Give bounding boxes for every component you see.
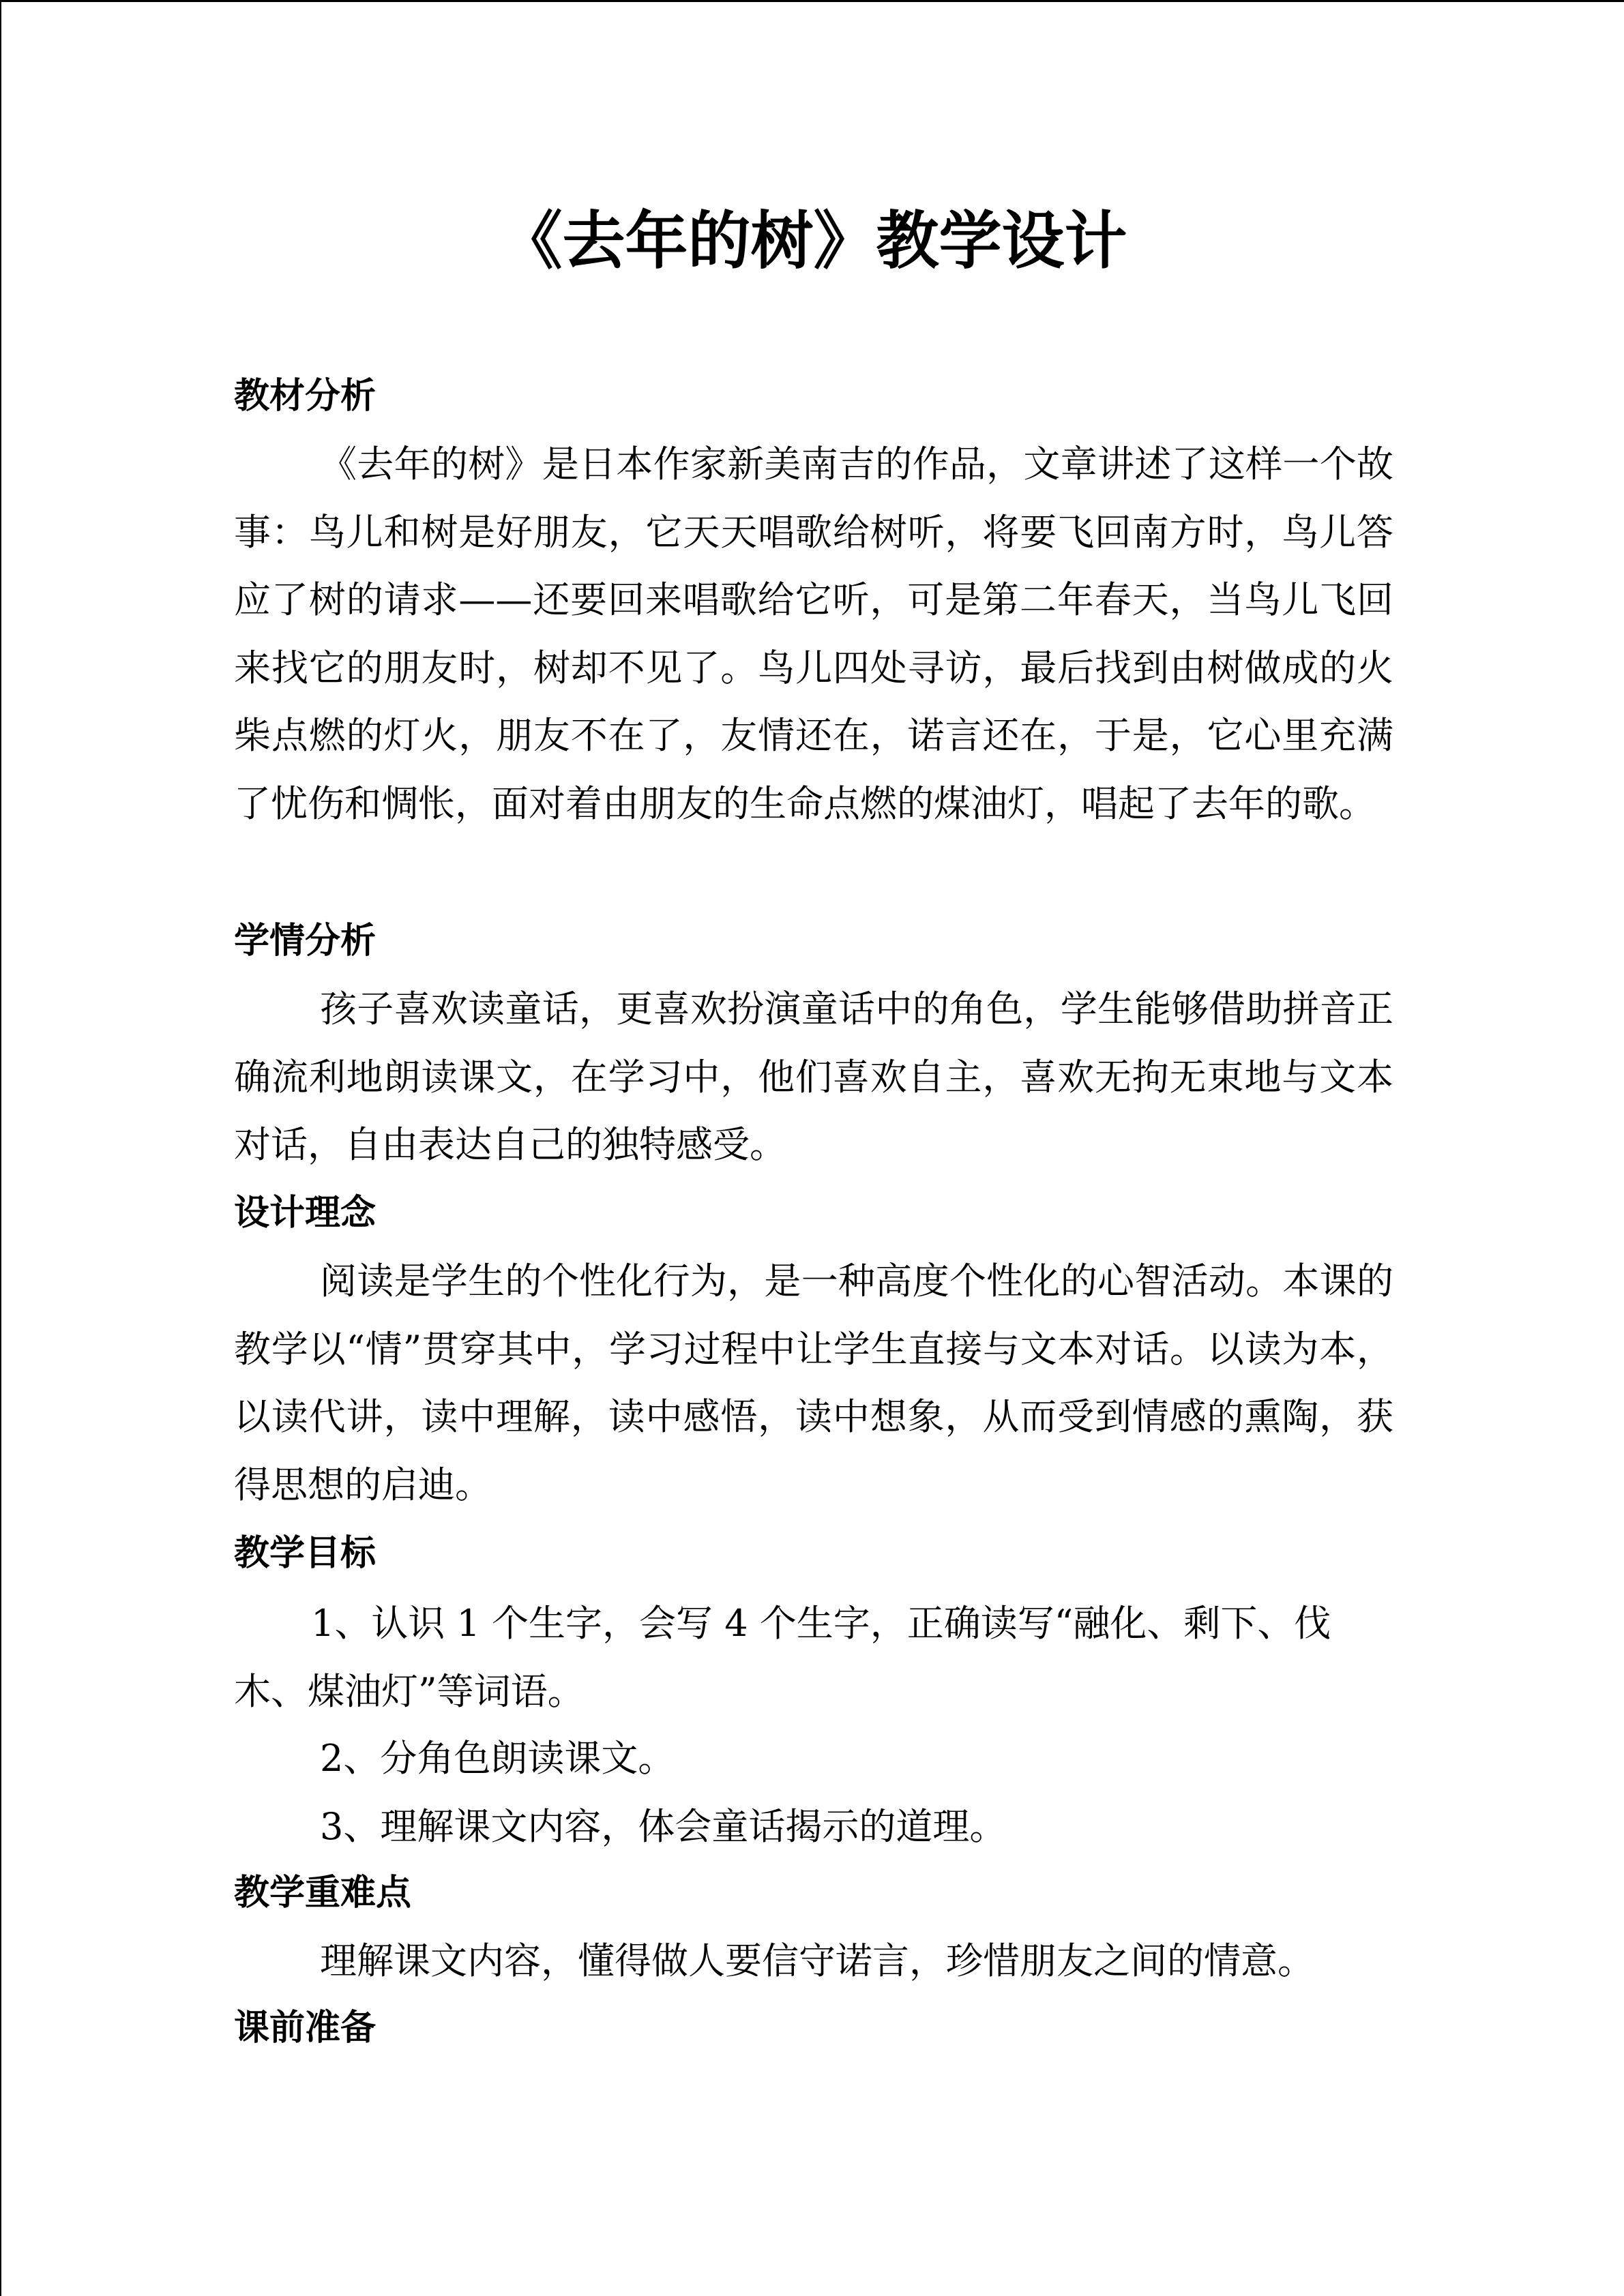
section-heading-design-concept: 设计理念 [234, 1193, 377, 1234]
section-heading-textbook-analysis: 教材分析 [234, 376, 377, 417]
section-paragraph-key-difficulties: 理解课文内容，懂得做人要信守诺言，珍惜朋友之间的情意。 [320, 1939, 1314, 1982]
section-paragraph-student-analysis: 孩子喜欢读童话，更喜欢扮演童话中的角色，学生能够借助拼音正确流利地朗读课文，在学习中，他们喜欢自主，喜欢无拘无束地与文本对话，自由表达自己的独特感受。 [234, 987, 1393, 1166]
objective-item-1-continued: 木、煤油灯”等词语。 [234, 1670, 585, 1713]
section-heading-key-difficulties: 教学重难点 [234, 1873, 412, 1913]
section-heading-preparation: 课前准备 [234, 2008, 377, 2048]
section-paragraph-design-concept: 阅读是学生的个性化行为，是一种高度个性化的心智活动。本课的教学以“情”贯穿其中，学习过程中让学生直接与文本对话。以读为本，以读代讲，读中理解，读中感悟，读中想象，从而受到情感的熏陶，获得思想的启迪。 [234, 1259, 1393, 1506]
document-title: 《去年的树》教学设计 [499, 205, 1127, 278]
objective-item-2: 2、分角色朗读课文。 [320, 1737, 675, 1780]
objective-item-3: 3、理解课文内容，体会童话揭示的道理。 [320, 1805, 1007, 1848]
section-heading-teaching-objectives: 教学目标 [234, 1533, 377, 1574]
objective-item-1: 1、认识 1 个生字，会写 4 个生字，正确读写“融化、剩下、伐 [311, 1602, 1331, 1645]
section-heading-student-analysis: 学情分析 [234, 921, 377, 961]
section-paragraph-textbook-analysis: 《去年的树》是日本作家新美南吉的作品，文章讲述了这样一个故事：鸟儿和树是好朋友，它天天唱歌给树听，将要飞回南方时，鸟儿答应了树的请求——还要回来唱歌给它听，可是第二年春天，当鸟儿飞回来找它的朋友时，树却不见了。鸟儿四处寻访，最后找到由树做成的火柴点燃的灯火，朋友不在了，友情还在，诺言还在，于是，它心里充满了忧伤和惆怅，面对着由朋友的生命点燃的煤油灯，唱起了去年的歌。 [234, 443, 1393, 825]
